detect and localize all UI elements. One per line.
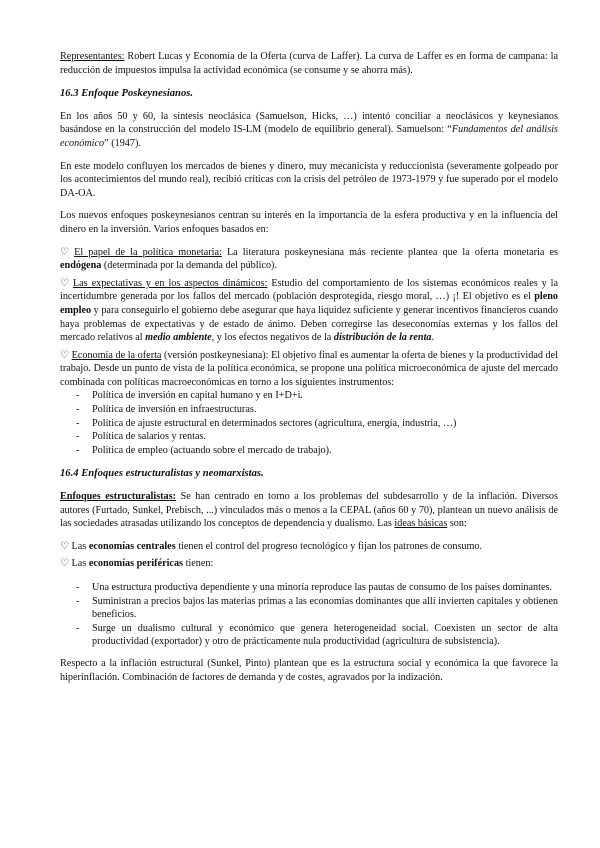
enfoque-text: y para conseguirlo el gobierno debe asegurar que haya liquidez suficiente y generar incentivos financieros cuando haya problemas de expectativas y de estado de ánimo. Deben corregirse las deseconomías externas y los fallos del mercado relativos al	[60, 304, 558, 344]
instrumentos-list	[60, 389, 558, 457]
item-text: tienen:	[183, 558, 214, 570]
enfoque-text: .	[431, 332, 435, 344]
list-item: - Política de empleo (actuando sobre el mercado de trabajo).	[76, 444, 558, 458]
heart-bullet-icon: ♡	[60, 277, 70, 289]
representantes-paragraph	[60, 50, 558, 77]
bold-term: economías centrales	[88, 540, 176, 552]
modelo-paragraph: En este modelo confluyen los mercados de bienes y dinero, muy mecanicista y reduccionista (severamente golpeado por los acontecimientos del mundo real), recibió críticas con la crisis del petróleo de 1973-1979 y fue superado por el modelo DA-OA.	[60, 160, 558, 199]
enfoque-text: (versión postkeynesiana): El objetivo final es aumentar la oferta de bienes y la productividad del trabajo. Desde un punto de vista de la política económica, se propone una política microeconómica de ajuste del mercado combinada con políticas macroeconómicas en torno a los siguientes instrumentos:	[60, 349, 559, 388]
item-text: Las	[69, 558, 89, 570]
representantes-text: Robert Lucas y Economía de la Oferta (curva de Laffer). La curva de Laffer es en forma de campana: la reducción de impuestos impulsa la actividad económica (se consume y se ahorra más).	[60, 51, 558, 76]
estructuralistas-text: Se han centrado en torno a los problemas del subdesarrollo y de la inflación. Diversos autores (Furtado, Sunkel, Prebisch, ...) vinculados más o menos a la CEPAL (años 60 y 70), plantean un nuevo análisis de las sociedades atrasadas utilizando los conceptos de dependencia y dualismo. Las	[60, 491, 558, 530]
enfoque-text: Estudio del comportamiento de los sistemas económicos reales y la incertidumbre generada por los fallos del mercado (población desprotegida, riesgo moral, …) ¡! El objetivo es el	[60, 277, 558, 303]
list-item: - Una estructura productiva dependiente y una minoría reproduce las pautas de consumo de los países dominantes.	[76, 581, 558, 595]
book-title: Fundamentos del análisis económico	[60, 124, 558, 149]
sintesis-year: ” (1947).	[104, 137, 141, 149]
list-item: - Política de salarios y rentas.	[76, 430, 558, 444]
inflacion-paragraph: Respecto a la inflación estructural (Sunkel, Pinto) plantean que es la estructura social y económica la que favorece la hiperinflación. Combinación de factores de demanda y de costes, agravados por la indización.	[60, 657, 558, 683]
nuevos-enfoques-paragraph: Los nuevos enfoques poskeynesianos centran su interés en la importancia de la esfera productiva y en la influencia del dinero en la inversión. Varios enfoques basados en:	[60, 210, 558, 235]
heart-bullet-icon: ♡	[60, 349, 70, 361]
sintesis-text: En los años 50 y 60, la síntesis neoclásica (Samuelson, Hicks, …) intentó conciliar a neoclásicos y keynesianos basándose en la construcción del modelo IS-LM (modelo de equilibrio general). Samuelson: “	[60, 110, 558, 136]
estructuralistas-label: Enfoques estructuralistas:	[60, 491, 177, 503]
bold-term: endógena	[60, 260, 102, 272]
enfoque-label: Las expectativas y en los aspectos dinámicos:	[72, 277, 268, 289]
item-text: Las	[69, 540, 89, 552]
enfoque-text: La literatura poskeynesiana más reciente plantea que la oferta monetaria es	[221, 246, 559, 258]
list-item: - Política de inversión en infraestructuras.	[76, 403, 558, 417]
list-item: - Política de ajuste estructural en determinados sectores (agricultura, energía, industria, …)	[76, 417, 558, 431]
heart-bullet-icon: ♡	[60, 540, 70, 552]
ideas-basicas: ideas básicas	[394, 518, 448, 530]
section-heading-16-4: 16.4 Enfoques estructuralistas y neomarxistas.	[60, 468, 264, 480]
estructuralistas-text: son:	[447, 518, 467, 530]
section-heading-16-3: 16.3 Enfoque Poskeynesianos.	[60, 88, 194, 100]
document-page	[60, 50, 558, 693]
estructuralistas-paragraph	[60, 490, 558, 531]
enfoque-economia-oferta	[60, 349, 558, 390]
list-item: - Suministran a precios bajos las materias primas a las economías dominantes que allí invierten capitales y obtienen beneficios.	[76, 595, 558, 622]
enfoque-label: Economía de la oferta	[71, 349, 162, 361]
perifericas-list	[60, 581, 558, 649]
bold-italic-term: medio ambiente	[145, 332, 212, 344]
bold-term: economías periféricas	[88, 558, 184, 570]
enfoque-politica-monetaria	[60, 246, 558, 273]
heart-bullet-icon: ♡	[60, 558, 70, 570]
bold-term: pleno empleo	[60, 291, 558, 316]
sintesis-paragraph	[60, 110, 558, 151]
enfoque-text: , y los efectos negativos de la	[211, 332, 334, 344]
enfoque-expectativas	[60, 277, 558, 345]
bold-italic-term: distribución de la renta	[333, 332, 432, 344]
enfoque-label: El papel de la política monetaria:	[74, 246, 222, 258]
item-text: tienen el control del progreso tecnológico y fijan los patrones de consumo.	[175, 540, 483, 552]
economias-centrales-item	[60, 540, 558, 554]
heart-bullet-icon: ♡	[60, 246, 70, 258]
list-item: - Surge un dualismo cultural y económico que genera heterogeneidad social. Coexisten un sector de alta productividad (exportador) y otro de prácticamente nula productividad (agricultura de subsistencia).	[76, 622, 558, 649]
enfoque-text: (determinada por la demanda del público).	[101, 260, 277, 272]
list-item: - Política de inversión en capital humano y en I+D+i.	[76, 389, 558, 403]
representantes-label: Representantes:	[60, 51, 125, 62]
economias-perifericas-item	[60, 557, 558, 571]
